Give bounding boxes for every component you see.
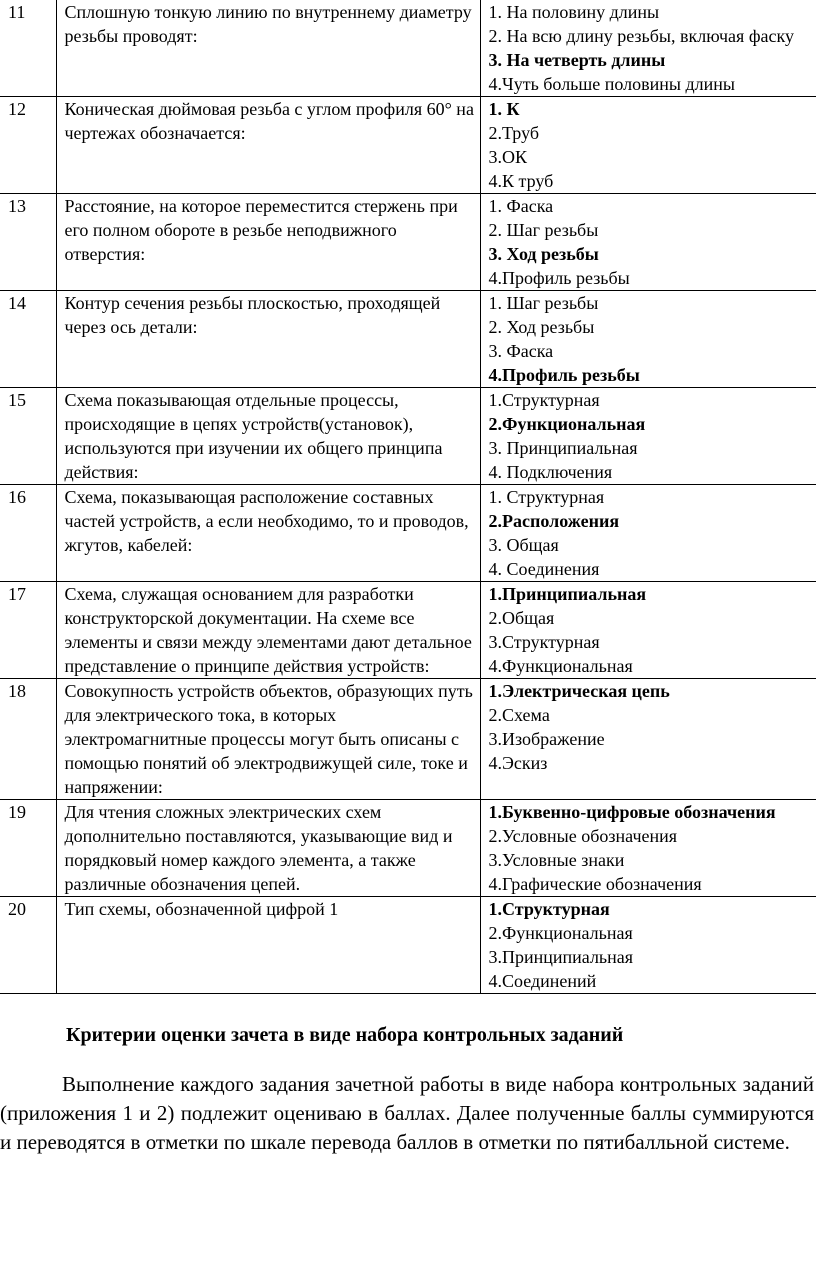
question-row	[0, 291, 816, 388]
question-text: Для чтения сложных электрических схем дополнительно поставляются, указывающие вид и порядковый номер каждого элемента, а также различные обозначения цепей.	[56, 800, 480, 897]
answer-option: 2. Ход резьбы	[488, 317, 595, 337]
answer-option: 4. Соединения	[488, 559, 600, 579]
answer-option-correct: 1. К	[488, 99, 520, 119]
question-number: 16	[0, 485, 56, 582]
answer-option: 2. Шаг резьбы	[488, 220, 599, 240]
answer-option: 1. Фаска	[488, 196, 554, 216]
question-number: 17	[0, 582, 56, 679]
answer-option: 4.Чуть больше половины длины	[488, 74, 735, 94]
question-row	[0, 388, 816, 485]
answer-option: 4.Графические обозначения	[488, 874, 702, 894]
question-number: 15	[0, 388, 56, 485]
answer-option: 2. На всю длину резьбы, включая фаску	[488, 26, 794, 46]
answer-option: 4.Функциональная	[488, 656, 633, 676]
answer-option-correct: 1.Буквенно-цифровые обозначения	[488, 802, 776, 822]
question-row	[0, 897, 816, 994]
question-row	[0, 679, 816, 800]
answer-option: 2.Общая	[488, 608, 555, 628]
answer-option: 3.ОК	[488, 147, 528, 167]
answer-options	[480, 194, 816, 291]
answer-option: 1. Шаг резьбы	[488, 293, 599, 313]
answer-options	[480, 897, 816, 994]
question-text: Контур сечения резьбы плоскостью, проходящей через ось детали:	[56, 291, 480, 388]
question-row	[0, 194, 816, 291]
question-row	[0, 97, 816, 194]
answer-option: 2.Труб	[488, 123, 539, 143]
answer-option: 3.Изображение	[488, 729, 605, 749]
answer-option-correct: 1.Электрическая цепь	[488, 681, 670, 701]
answer-options	[480, 0, 816, 97]
answer-option: 3. Общая	[488, 535, 559, 555]
question-row	[0, 0, 816, 97]
answer-option: 1.Структурная	[488, 390, 600, 410]
criteria-heading: Критерии оценки зачета в виде набора контрольных заданий	[66, 1024, 624, 1046]
answer-option-correct: 3. На четверть длины	[488, 50, 666, 70]
answer-option-correct: 4.Профиль резьбы	[488, 365, 640, 385]
answer-option: 3. Фаска	[488, 341, 554, 361]
answer-options	[480, 582, 816, 679]
answer-option-correct: 1.Структурная	[488, 899, 610, 919]
question-text: Совокупность устройств объектов, образующих путь для электрического тока, в которых электромагнитные процессы могут быть описаны с помощью понятий об электродвижущей силе, токе и напряжении:	[56, 679, 480, 800]
question-text: Расстояние, на которое переместится стержень при его полном обороте в резьбе неподвижного отверстия:	[56, 194, 480, 291]
answer-option: 2.Схема	[488, 705, 550, 725]
answer-option: 1. Структурная	[488, 487, 605, 507]
question-row	[0, 582, 816, 679]
answer-option: 3. Принципиальная	[488, 438, 638, 458]
answer-option: 4.К труб	[488, 171, 554, 191]
question-text: Схема показывающая отдельные процессы, происходящие в цепях устройств(установок), используются при изучении их общего принципа действия:	[56, 388, 480, 485]
question-number: 13	[0, 194, 56, 291]
question-number: 14	[0, 291, 56, 388]
question-text: Коническая дюймовая резьба с углом профиля 60° на чертежах обозначается:	[56, 97, 480, 194]
question-number: 11	[0, 0, 56, 97]
answer-option: 2.Условные обозначения	[488, 826, 678, 846]
answer-option: 3.Структурная	[488, 632, 600, 652]
question-text: Тип схемы, обозначенной цифрой 1	[56, 897, 480, 994]
question-number: 12	[0, 97, 56, 194]
answer-option-correct: 2.Функциональная	[488, 414, 646, 434]
answer-option: 1. На половину длины	[488, 2, 660, 22]
answer-option: 3.Условные знаки	[488, 850, 625, 870]
answer-options	[480, 388, 816, 485]
question-text: Схема, служащая основанием для разработки конструкторской документации. На схеме все элементы и связи между элементами дают детальное представление о принципе действия устройств:	[56, 582, 480, 679]
question-text: Схема, показывающая расположение составных частей устройств, а если необходимо, то и проводов, жгутов, кабелей:	[56, 485, 480, 582]
answer-option: 3.Принципиальная	[488, 947, 634, 967]
answer-options	[480, 485, 816, 582]
answer-option: 4.Профиль резьбы	[488, 268, 630, 288]
answer-option-correct: 3. Ход резьбы	[488, 244, 599, 264]
question-number: 19	[0, 800, 56, 897]
question-number: 20	[0, 897, 56, 994]
question-number: 18	[0, 679, 56, 800]
answer-options	[480, 800, 816, 897]
answer-option: 4.Эскиз	[488, 753, 548, 773]
answer-option: 4.Соединений	[488, 971, 597, 991]
answer-option: 4. Подключения	[488, 462, 613, 482]
answer-option-correct: 1.Принципиальная	[488, 584, 647, 604]
question-row	[0, 485, 816, 582]
question-text: Сплошную тонкую линию по внутреннему диаметру резьбы проводят:	[56, 0, 480, 97]
answer-options	[480, 97, 816, 194]
question-row	[0, 800, 816, 897]
answer-option: 2.Функциональная	[488, 923, 633, 943]
criteria-paragraph: Выполнение каждого задания зачетной работы в виде набора контрольных заданий (приложения 1 и 2) подлежит оцениваю в баллах. Далее полученные баллы суммируются и переводятся в отметки по шкале перевода баллов в отметки по пятибалльной системе.	[0, 1072, 814, 1154]
answer-options	[480, 291, 816, 388]
answer-options	[480, 679, 816, 800]
answer-option-correct: 2.Расположения	[488, 511, 620, 531]
